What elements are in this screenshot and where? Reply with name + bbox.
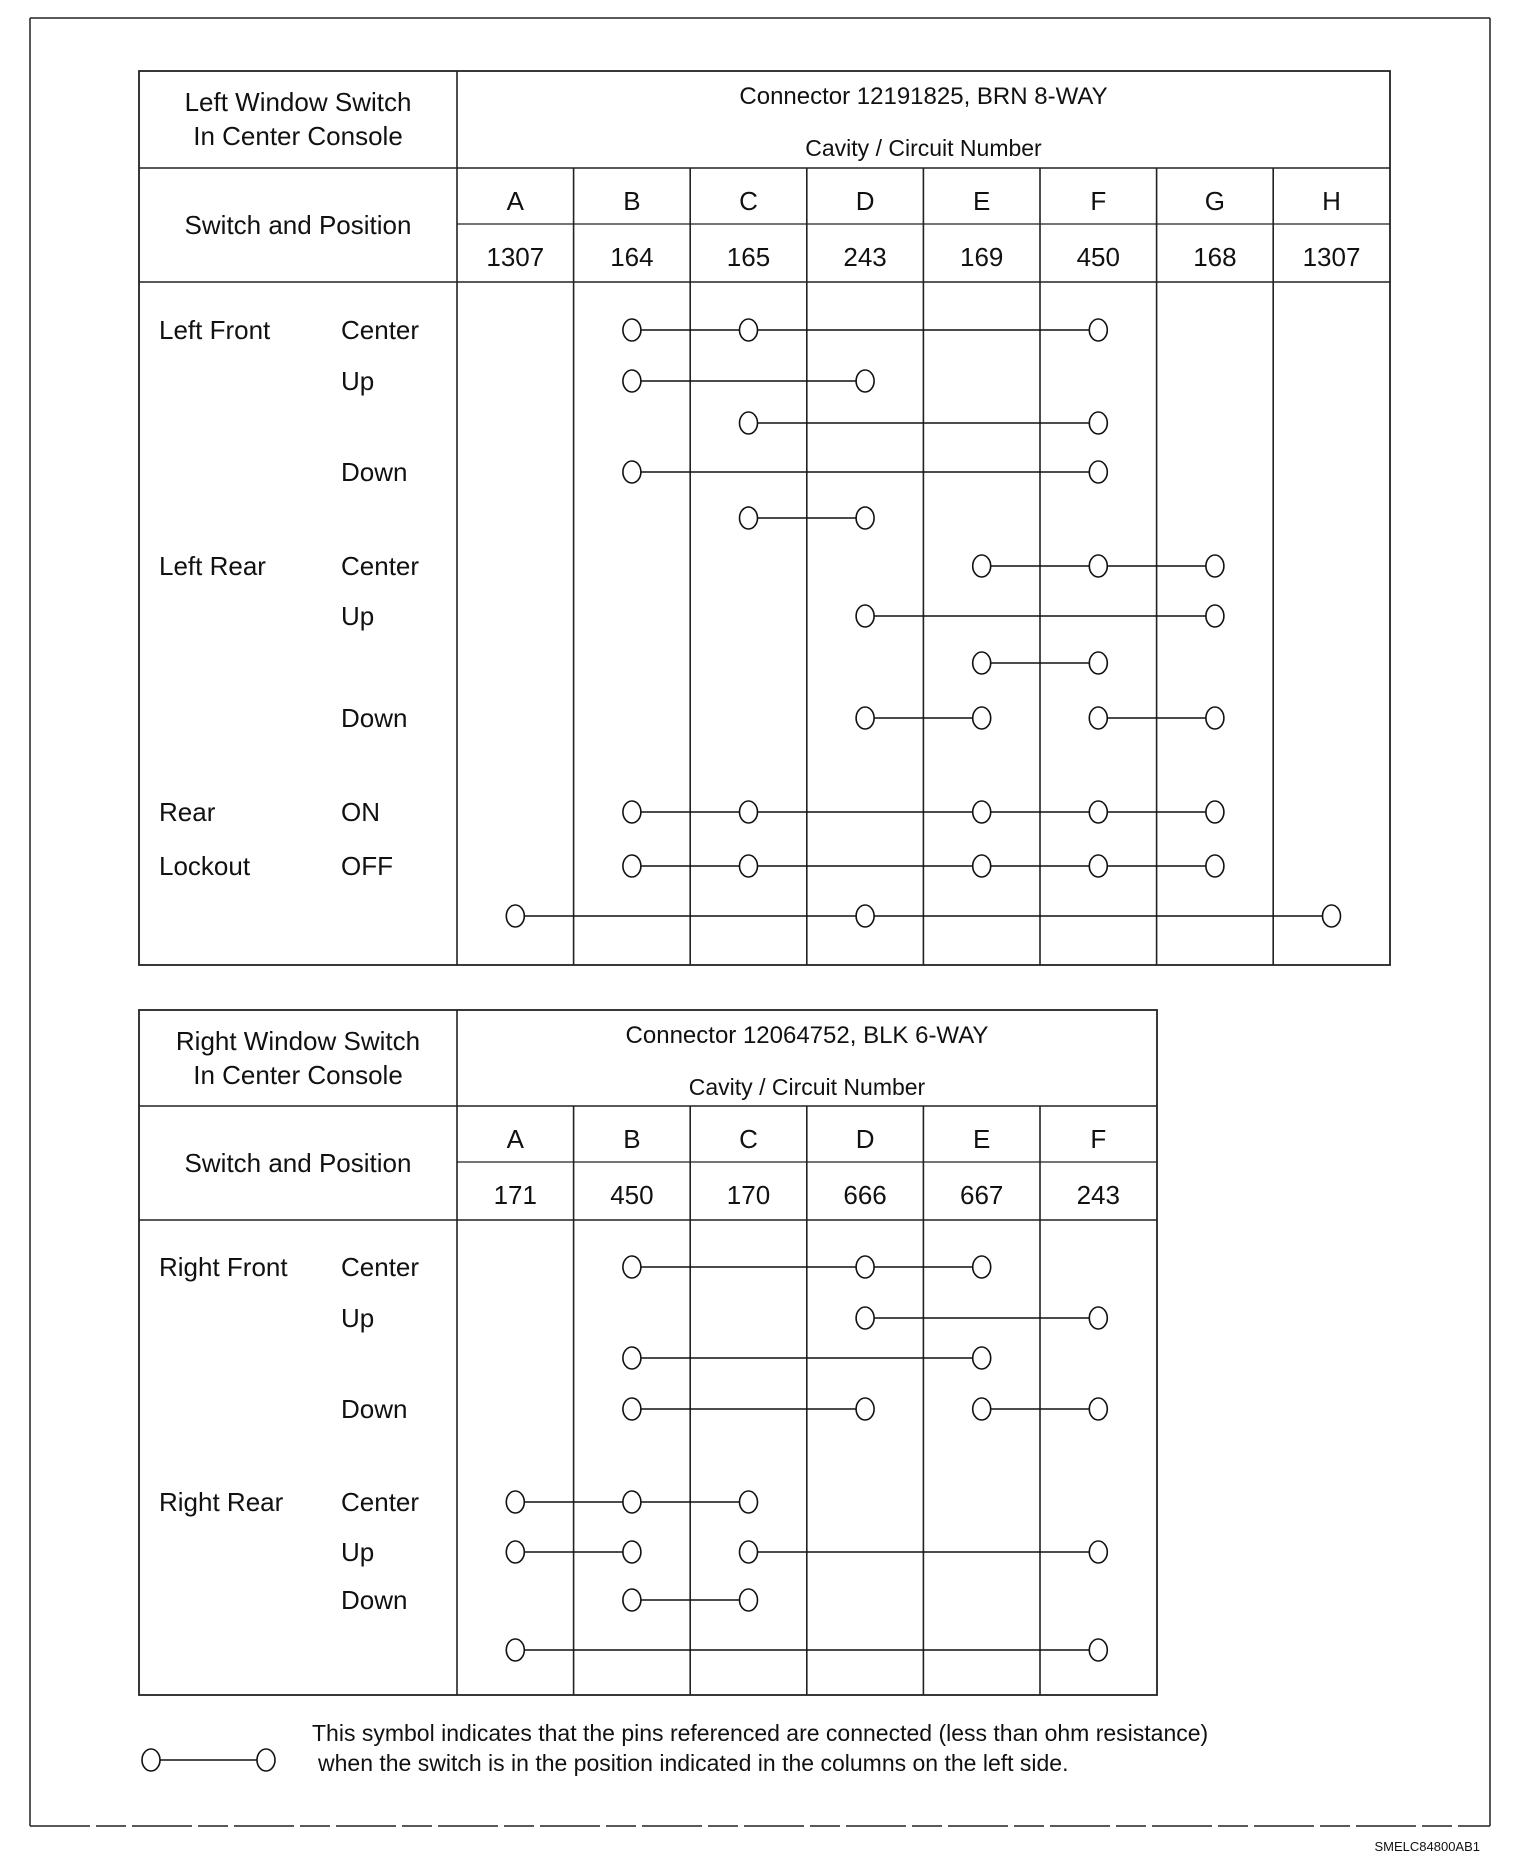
document-code: SMELC84800AB1 [1374,1839,1480,1854]
pin-connection-symbol [856,507,874,529]
cavity-letter: A [506,1124,524,1154]
pin-connection-symbol [856,707,874,729]
cavity-circuit-label: Cavity / Circuit Number [805,135,1042,161]
pin-connection-symbol [1323,905,1341,927]
legend-text-line1: This symbol indicates that the pins referenced are connected (less than ohm resistance) [312,1720,1209,1746]
cavity-letter: C [739,186,758,216]
pin-connection-symbol [1089,1541,1107,1563]
switch-position-label: Switch and Position [184,210,412,240]
pin-connection-symbol [1089,1307,1107,1329]
switch-title-line2: In Center Console [193,1060,403,1090]
cavity-letter: B [623,1124,641,1154]
legend-pin-symbol [142,1749,160,1771]
pin-connection-symbol [740,507,758,529]
pin-connection-symbol [973,1256,991,1278]
pin-connection-symbol [1206,707,1224,729]
pin-connection-symbol [1089,412,1107,434]
switch-position: Down [341,457,408,487]
circuit-number: 243 [1076,1180,1120,1210]
switch-name: Left Front [159,315,271,345]
switch-position: Down [341,1585,408,1615]
switch-position: Center [341,1487,420,1517]
circuit-number: 1307 [1302,242,1361,272]
pin-connection-symbol [973,855,991,877]
pin-connection-symbol [623,1589,641,1611]
switch-position: Up [341,1537,375,1567]
switch-position: Up [341,601,375,631]
circuit-number: 667 [960,1180,1004,1210]
switch-position: Up [341,1303,375,1333]
cavity-letter: H [1322,186,1341,216]
cavity-letter: C [739,1124,758,1154]
pin-connection-symbol [740,319,758,341]
switch-name: Lockout [159,851,251,881]
pin-connection-symbol [623,461,641,483]
circuit-number: 243 [843,242,887,272]
circuit-number: 1307 [486,242,545,272]
switch-position: Down [341,703,408,733]
circuit-number: 168 [1193,242,1237,272]
circuit-number: 170 [726,1180,771,1210]
pin-connection-symbol [506,1639,524,1661]
switch-name: Rear [159,797,216,827]
pin-connection-symbol [856,905,874,927]
pin-connection-symbol [740,1541,758,1563]
pin-connection-symbol [856,605,874,627]
switch-position: Center [341,1252,420,1282]
pin-connection-symbol [1089,1639,1107,1661]
pin-connection-symbol [740,412,758,434]
circuit-number: 165 [726,242,771,272]
cavity-letter: E [973,186,991,216]
pin-connection-symbol [973,555,991,577]
pin-connection-symbol [623,1541,641,1563]
pin-connection-symbol [740,801,758,823]
switch-position: Up [341,366,375,396]
legend-text-line2: when the switch is in the position indicated in the columns on the left side. [318,1750,1069,1776]
pin-connection-symbol [623,1347,641,1369]
cavity-letter: G [1204,186,1226,216]
cavity-letter: D [855,1124,875,1154]
pin-connection-symbol [1206,855,1224,877]
switch-title-line1: Left Window Switch [184,87,412,117]
switch-name: Left Rear [159,551,266,581]
switch-title-line2: In Center Console [193,121,403,151]
pin-connection-symbol [623,1491,641,1513]
switch-title-line1: Right Window Switch [175,1026,421,1056]
switch-position: OFF [341,851,393,881]
pin-connection-symbol [623,855,641,877]
switch-position: Down [341,1394,408,1424]
pin-connection-symbol [1089,801,1107,823]
pin-connection-symbol [1089,652,1107,674]
pin-connection-symbol [740,1491,758,1513]
switch-position: ON [341,797,380,827]
pin-connection-symbol [623,1398,641,1420]
cavity-letter: F [1090,1124,1107,1154]
pin-connection-symbol [506,905,524,927]
table-border [139,1010,1157,1695]
switch-name: Right Rear [159,1487,284,1517]
pin-connection-symbol [623,1256,641,1278]
pin-connection-symbol [856,370,874,392]
left-window-switch-table [139,71,1390,965]
switch-position-label: Switch and Position [184,1148,412,1178]
pin-connection-symbol [856,1256,874,1278]
pin-connection-symbol [623,370,641,392]
pin-connection-symbol [973,652,991,674]
pin-connection-symbol [973,1347,991,1369]
circuit-number: 169 [960,242,1004,272]
circuit-number: 450 [610,1180,654,1210]
cavity-letter: F [1090,186,1107,216]
switch-position: Center [341,315,420,345]
cavity-letter: D [855,186,875,216]
pin-connection-symbol [506,1541,524,1563]
pin-connection-symbol [1089,319,1107,341]
pin-connection-symbol [623,319,641,341]
switch-name: Right Front [159,1252,288,1282]
pin-connection-symbol [856,1307,874,1329]
cavity-letter: E [973,1124,991,1154]
pin-connection-symbol [1206,555,1224,577]
cavity-letter: B [623,186,641,216]
pin-connection-symbol [623,801,641,823]
legend-pin-symbol [257,1749,275,1771]
circuit-number: 666 [843,1180,887,1210]
connector-label: Connector 12191825, BRN 8-WAY [739,83,1108,110]
connector-label: Connector 12064752, BLK 6-WAY [625,1022,989,1049]
pin-connection-symbol [1206,605,1224,627]
switch-position: Center [341,551,420,581]
pin-connection-symbol [1089,707,1107,729]
cavity-letter: A [506,186,524,216]
pin-connection-symbol [1089,461,1107,483]
pin-connection-symbol [1089,555,1107,577]
circuit-number: 450 [1076,242,1120,272]
pin-connection-symbol [973,801,991,823]
pin-connection-symbol [740,855,758,877]
pin-connection-symbol [740,1589,758,1611]
pin-connection-symbol [1089,855,1107,877]
pin-connection-symbol [1089,1398,1107,1420]
pin-connection-symbol [506,1491,524,1513]
pin-connection-symbol [973,707,991,729]
pin-connection-symbol [973,1398,991,1420]
pin-connection-symbol [1206,801,1224,823]
right-window-switch-table [139,1010,1157,1695]
legend [142,1720,1208,1776]
cavity-circuit-label: Cavity / Circuit Number [688,1074,926,1100]
circuit-number: 171 [493,1180,537,1210]
pin-connection-symbol [856,1398,874,1420]
circuit-number: 164 [610,242,654,272]
